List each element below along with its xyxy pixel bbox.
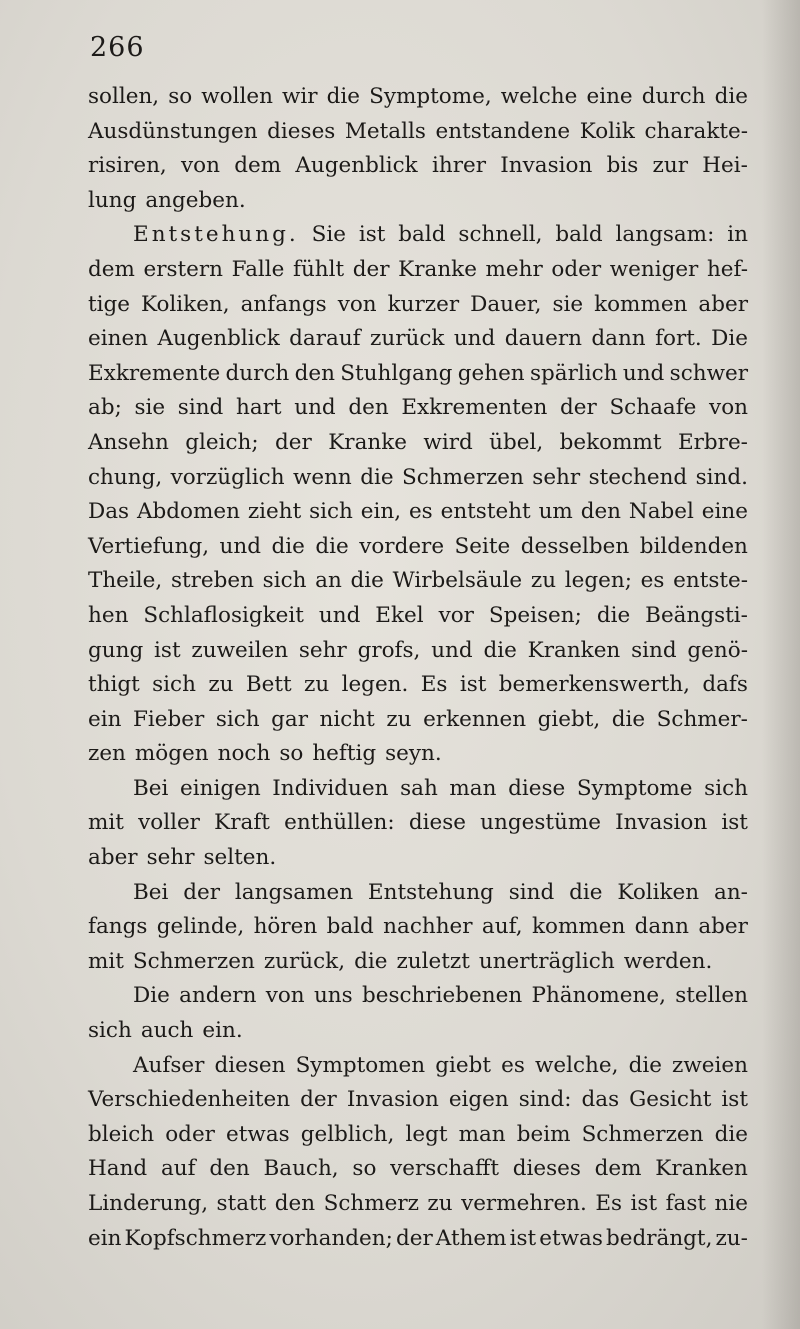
text-line: sich auch ein. — [88, 1018, 243, 1044]
text-line: fangs gelinde, hören bald nachher auf, kommen dann aber — [88, 914, 748, 940]
text-line: aber sehr selten. — [88, 845, 277, 871]
text-line: Hand auf den Bauch, so verschafft dieses dem Kranken — [88, 1156, 748, 1182]
text-line: chung, vorzüglich wenn die Schmerzen sehr stechend sind. — [88, 464, 748, 490]
text-line: ein Fieber sich gar nicht zu erkennen giebt, die Schmer- — [88, 706, 748, 732]
text-line: Exkremente durch den Stuhlgang gehen spärlich und schwer — [88, 360, 748, 386]
text-line: thigt sich zu Bett zu legen. Es ist bemerkenswerth, dafs — [88, 672, 748, 698]
text-line: Die andern von uns beschriebenen Phänomene, stellen — [133, 983, 748, 1009]
text-line: hen Schlaflosigkeit und Ekel vor Speisen; die Beängsti- — [88, 602, 748, 628]
text-line: Vertiefung, und die die vordere Seite desselben bildenden — [88, 533, 748, 559]
text-line: Aufser diesen Symptomen giebt es welche, die zweien — [133, 1052, 748, 1078]
text-line: tige Koliken, anfangs von kurzer Dauer, sie kommen aber — [88, 291, 748, 317]
text-line: Verschiedenheiten der Invasion eigen sind: das Gesicht ist — [88, 1087, 748, 1113]
text-line: Theile, streben sich an die Wirbelsäule zu legen; es entste- — [88, 568, 748, 594]
text-line: Ausdünstungen dieses Metalls entstandene Kolik charakte- — [88, 118, 748, 144]
text-line: Bei der langsamen Entstehung sind die Koliken an- — [133, 879, 748, 905]
body-text — [88, 80, 748, 1256]
text-line: lung angeben. — [88, 187, 246, 213]
page-number: 266 — [90, 32, 145, 63]
text-line: bleich oder etwas gelblich, legt man beim Schmerzen die — [88, 1121, 748, 1147]
text-line: mit voller Kraft enthüllen: diese ungestüme Invasion ist — [88, 810, 748, 836]
text-line: risiren, von dem Augenblick ihrer Invasion bis zur Hei- — [88, 153, 748, 179]
text-line: Entstehung. Sie ist bald schnell, bald langsam: in — [133, 222, 748, 248]
text-line: ein Kopfschmerz vorhanden; der Athem ist etwas bedrängt, zu- — [88, 1225, 748, 1251]
text-line: gung ist zuweilen sehr grofs, und die Kranken sind genö- — [88, 637, 748, 663]
text-line: ab; sie sind hart und den Exkrementen der Schaafe von — [88, 395, 748, 421]
text-line: dem erstern Falle fühlt der Kranke mehr oder weniger hef- — [88, 256, 748, 282]
text-line: Linderung, statt den Schmerz zu vermehren. Es ist fast nie — [88, 1191, 748, 1216]
text-line: Ansehn gleich; der Kranke wird übel, bekommt Erbre- — [88, 429, 748, 455]
text-line: Bei einigen Individuen sah man diese Symptome sich — [133, 775, 748, 801]
text-line: zen mögen noch so heftig seyn. — [88, 741, 442, 767]
text-line: Das Abdomen zieht sich ein, es entsteht um den Nabel eine — [88, 499, 748, 525]
text-line: einen Augenblick darauf zurück und dauern dann fort. Die — [88, 326, 748, 352]
text-line: mit Schmerzen zurück, die zuletzt unerträglich werden. — [88, 948, 713, 974]
text-line: sollen, so wollen wir die Symptome, welche eine durch die — [88, 84, 748, 109]
